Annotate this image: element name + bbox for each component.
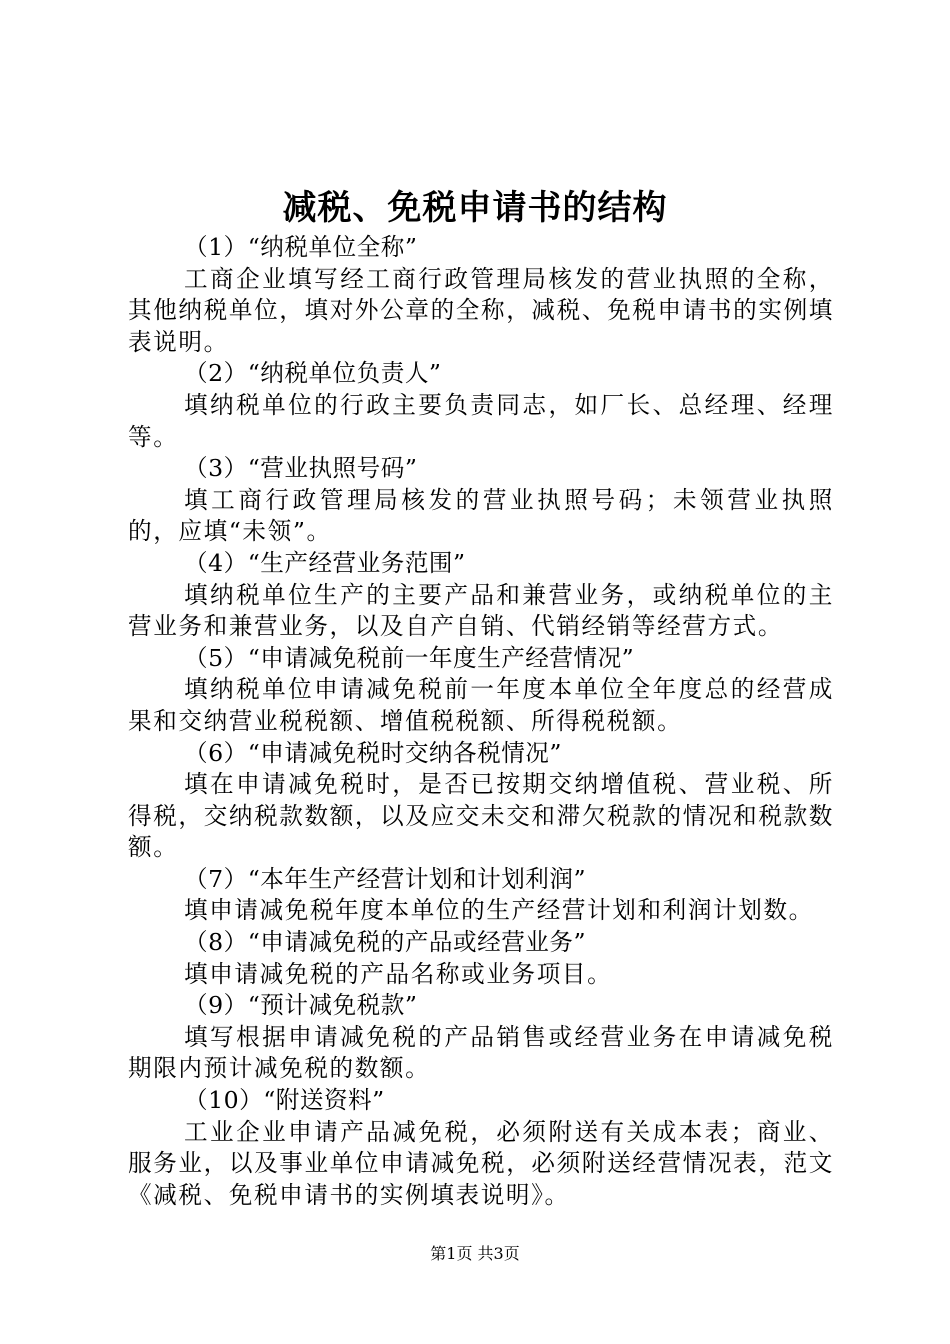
section-heading: （3）“营业执照号码” [184, 454, 418, 483]
section-body: 工业企业申请产品减免税，必须附送有关成本表；商业、服务业，以及事业单位申请减免税，必须附送经营情况表，范文《减税、免税申请书的实例填表说明》。 [128, 1117, 834, 1209]
document-body [128, 232, 834, 1211]
document-title: 减税、免税申请书的结构 [282, 188, 668, 228]
section-heading: （10）“附送资料” [184, 1086, 385, 1115]
section-body: 填纳税单位申请减免税前一年度本单位全年度总的经营成果和交纳营业税税额、增值税税额、所得税税额。 [128, 675, 834, 735]
section-heading: （8）“申请减免税的产品或经营业务” [184, 928, 587, 957]
page-number: 第1页 共3页 [430, 1244, 520, 1263]
section-heading: （2）“纳税单位负责人” [184, 359, 442, 388]
section-heading: （1）“纳税单位全称” [184, 233, 418, 261]
section-body: 工商企业填写经工商行政管理局核发的营业执照的全称，其他纳税单位，填对外公章的全称，减税、免税申请书的实例填表说明。 [128, 264, 834, 356]
section-body: 填申请减免税的产品名称或业务项目。 [184, 959, 613, 988]
section-body: 填写根据申请减免税的产品销售或经营业务在申请减免税期限内预计减免税的数额。 [128, 1022, 834, 1083]
section-body: 填纳税单位生产的主要产品和兼营业务，或纳税单位的主营业务和兼营业务，以及自产自销、代销经销等经营方式。 [128, 580, 834, 641]
section-heading: （5）“申请减免税前一年度生产经营情况” [184, 643, 635, 672]
section-body: 填在申请减免税时，是否已按期交纳增值税、营业税、所得税，交纳税款数额，以及应交未交和滞欠税款的情况和税款数额。 [128, 770, 834, 862]
section-body: 填工商行政管理局核发的营业执照号码；未领营业执照的，应填“未领”。 [128, 485, 834, 546]
section-body: 填申请减免税年度本单位的生产经营计划和利润计划数。 [184, 896, 814, 925]
section-heading: （9）“预计减免税款” [184, 991, 418, 1020]
section-heading: （7）“本年生产经营计划和计划利润” [184, 864, 587, 893]
section-heading: （6）“申请减免税时交纳各税情况” [184, 738, 562, 767]
section-heading: （4）“生产经营业务范围” [184, 548, 466, 577]
section-body: 填纳税单位的行政主要负责同志，如厂长、总经理、经理等。 [128, 390, 834, 451]
